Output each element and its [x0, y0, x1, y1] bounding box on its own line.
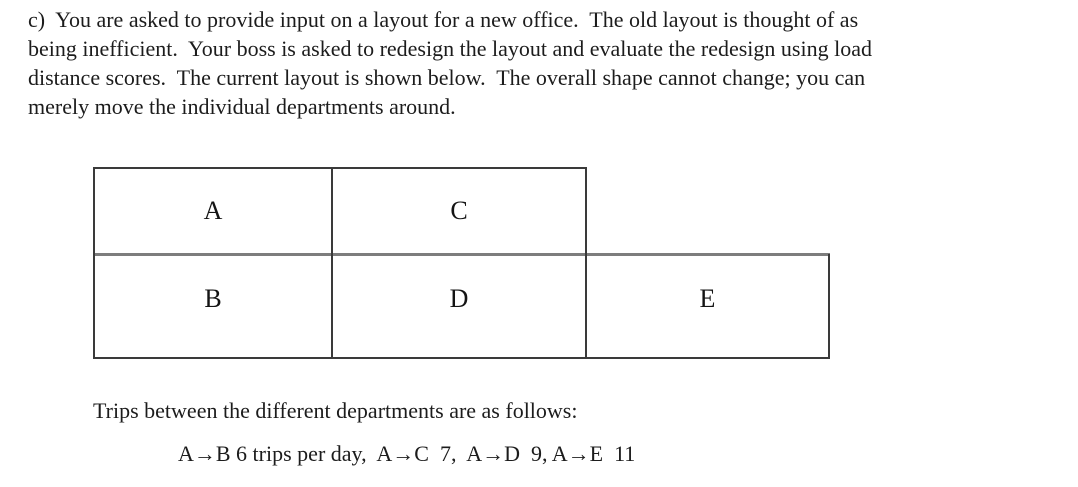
floor-plan-diagram [93, 167, 830, 359]
problem-line-4: merely move the individual departments around. [28, 94, 456, 119]
problem-line-3: distance scores. The current layout is shown below. The overall shape cannot change; you can [28, 65, 866, 90]
department-cell-b [95, 256, 331, 357]
department-label-b: B [204, 283, 222, 313]
floor-plan-right-border [828, 254, 830, 359]
problem-line-1: c) You are asked to provide input on a layout for a new office. The old layout is thought of as [28, 7, 859, 32]
floor-plan-bottom-border [93, 357, 830, 359]
problem-line-2: being inefficient. Your boss is asked to redesign the layout and evaluate the redesign using load [28, 36, 872, 61]
trips-intro-text: Trips between the different departments are as follows: [93, 398, 578, 423]
department-cell-e [587, 256, 828, 357]
department-label-a: A [203, 196, 223, 225]
department-cell-d [333, 256, 585, 357]
department-label-c: C [450, 196, 468, 225]
department-label-d: D [449, 283, 469, 313]
department-cell-c [333, 169, 585, 253]
department-cell-a [95, 169, 331, 253]
trips-detail-text: A→B 6 trips per day, A→C 7, A→D 9, A→E 11 [178, 441, 636, 466]
problem-statement [28, 5, 872, 121]
department-label-e: E [699, 283, 716, 313]
